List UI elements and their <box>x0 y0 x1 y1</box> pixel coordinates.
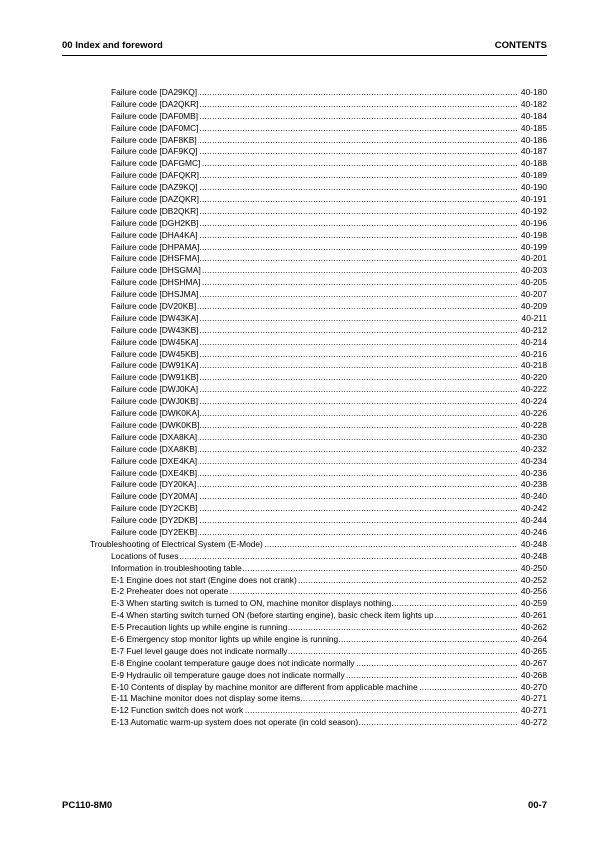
toc-entry-text: Failure code [DWK0KA] <box>111 408 200 419</box>
toc-entry-title <box>90 539 517 551</box>
toc-entry-page: 40-186 <box>520 134 547 145</box>
toc-entry-page: 40-196 <box>520 217 547 228</box>
toc-entry[interactable] <box>0 99 596 111</box>
toc-entry-text: Failure code [DA2QKR] <box>111 98 199 109</box>
toc-entry-title <box>111 384 517 396</box>
toc-entry-page: 40-270 <box>520 681 547 692</box>
toc-entry-title <box>111 313 517 325</box>
toc-entry[interactable] <box>0 456 596 468</box>
toc-entry-title <box>111 111 517 123</box>
toc-entry[interactable] <box>0 170 596 182</box>
toc-entry-page: 40-189 <box>520 170 547 181</box>
toc-entry-title <box>111 717 517 729</box>
toc-entry[interactable] <box>0 135 596 147</box>
toc-entry-title <box>111 206 517 218</box>
toc-entry-text: Failure code [DAF9KQ] <box>111 146 198 157</box>
toc-entry-title <box>111 503 517 515</box>
toc-entry-text: Failure code [DAFGMC] <box>111 158 201 169</box>
toc-entry[interactable] <box>0 515 596 527</box>
toc-entry[interactable] <box>0 289 596 301</box>
toc-entry-text: Failure code [DAZ9KQ] <box>111 182 198 193</box>
toc-entry-page: 40-267 <box>520 657 547 668</box>
toc-entry-text: Failure code [DWJ0KB] <box>111 396 199 407</box>
toc-entry-page: 40-218 <box>520 360 547 371</box>
toc-entry-text: Failure code [DA29KQ] <box>111 87 198 97</box>
toc-entry-page: 40-220 <box>520 372 547 383</box>
toc-entry[interactable] <box>0 634 596 646</box>
toc-entry-text: E-7 Fuel level gauge does not indicate normally <box>111 645 288 656</box>
toc-entry[interactable] <box>0 372 596 384</box>
toc-entry[interactable] <box>0 622 596 634</box>
toc-entry-title <box>111 551 517 563</box>
toc-entry[interactable] <box>0 242 596 254</box>
toc-entry-page: 40-203 <box>520 265 547 276</box>
toc-entry-text: Failure code [DXE4KA] <box>111 455 198 466</box>
toc-entry-page: 40-209 <box>520 301 547 312</box>
toc-entry-page: 40-228 <box>520 419 547 430</box>
toc-entry-text: Failure code [DXE4KB] <box>111 467 198 478</box>
toc-entry-title <box>111 170 517 182</box>
toc-entry[interactable] <box>0 563 596 575</box>
toc-entry-page: 40-230 <box>520 431 547 442</box>
toc-entry-text: Failure code [DAF8KB] <box>111 134 197 145</box>
toc-entry-title <box>111 491 517 503</box>
toc-entry-page: 40-185 <box>520 122 547 133</box>
toc-entry-title <box>111 563 517 575</box>
toc-entry-page: 40-262 <box>520 622 547 633</box>
toc-entry-text: Failure code [DW91KA] <box>111 360 199 371</box>
toc-entry[interactable] <box>0 670 596 682</box>
toc-entry[interactable] <box>0 349 596 361</box>
toc-entry-title <box>111 610 517 622</box>
toc-entry-title <box>111 87 517 99</box>
toc-entry-title <box>111 194 517 206</box>
section-title: 00 Index and foreword <box>62 40 163 51</box>
toc-entry-title <box>111 253 517 265</box>
toc-entry-text: Failure code [DHSFMA] <box>111 253 200 264</box>
toc-entry[interactable] <box>0 87 596 99</box>
toc-entry-text: E-1 Engine does not start (Engine does not crank) <box>111 574 297 585</box>
toc-entry-text: Failure code [DB2QKR] <box>111 205 199 216</box>
toc-entry-title <box>111 146 517 158</box>
toc-entry-text: E-12 Function switch does not work <box>111 705 244 716</box>
toc-entry-page: 40-256 <box>520 586 547 597</box>
toc-entry[interactable] <box>0 123 596 135</box>
toc-entry-page: 40-271 <box>520 705 547 716</box>
toc-entry-text: E-11 Machine monitor does not display some items <box>111 693 301 704</box>
toc-entry-text: Failure code [DAFQKR] <box>111 170 199 181</box>
toc-entry-title <box>111 135 517 147</box>
toc-entry-page: 40-211 <box>521 312 547 323</box>
toc-entry-page: 40-212 <box>520 324 547 335</box>
toc-entry-text: Information in troubleshooting table <box>111 562 242 573</box>
toc-entry[interactable] <box>0 705 596 717</box>
toc-entry-text: Failure code [DW45KB] <box>111 348 199 359</box>
toc-entry[interactable] <box>0 182 596 194</box>
toc-entry-title <box>111 670 517 682</box>
toc-entry-text: Failure code [DAF0MC] <box>111 122 199 133</box>
toc-entry-page: 40-226 <box>520 408 547 419</box>
toc-entry-title <box>111 622 517 634</box>
header-rule <box>62 55 547 56</box>
toc-entry[interactable] <box>0 432 596 444</box>
toc-entry-text: Failure code [DW91KB] <box>111 372 199 383</box>
toc-entry-title <box>111 337 517 349</box>
toc-entry[interactable] <box>0 479 596 491</box>
toc-entry-title <box>111 515 517 527</box>
toc-entry[interactable] <box>0 111 596 123</box>
toc-entry-page: 40-224 <box>520 396 547 407</box>
toc-entry[interactable] <box>0 408 596 420</box>
toc-entry-page: 40-184 <box>520 110 547 121</box>
toc-entry-text: Failure code [DY2DKB] <box>111 515 198 526</box>
toc-entry[interactable] <box>0 301 596 313</box>
toc-entry-text: Failure code [DHSHMA] <box>111 277 201 288</box>
toc-entry-text: Failure code [DV20KB] <box>111 301 197 312</box>
toc-entry[interactable] <box>0 527 596 539</box>
toc-entry-text: E-5 Precaution lights up while engine is running <box>111 622 288 633</box>
toc-entry[interactable] <box>0 693 596 705</box>
toc-entry-text: Failure code [DXA8KB] <box>111 443 198 454</box>
toc-entry-page: 40-265 <box>520 645 547 656</box>
toc-entry-page: 40-180 <box>520 87 547 97</box>
toc-entry-page: 40-182 <box>520 98 547 109</box>
toc-entry[interactable] <box>0 717 596 729</box>
toc-entry-title <box>111 158 517 170</box>
toc-entry-title <box>111 230 517 242</box>
toc-entry-title <box>111 586 517 598</box>
toc-entry-text: Failure code [DXA8KA] <box>111 431 198 442</box>
toc-entry-title <box>111 682 517 694</box>
toc-entry-title <box>111 420 517 432</box>
toc-entry-page: 40-234 <box>520 455 547 466</box>
toc-entry-title <box>111 396 517 408</box>
toc-entry-text: E-9 Hydraulic oil temperature gauge does not indicate normally <box>111 669 345 680</box>
toc-entry-text: E-10 Contents of display by machine monitor are different from applicable machine <box>111 681 418 692</box>
toc-entry-text: Failure code [DY2EKB] <box>111 526 198 537</box>
toc-entry[interactable] <box>0 575 596 587</box>
toc-entry-page: 40-187 <box>520 146 547 157</box>
toc-entry[interactable] <box>0 610 596 622</box>
toc-entry-title <box>111 242 517 254</box>
toc-entry-page: 40-238 <box>520 479 547 490</box>
toc-entry-page: 40-259 <box>520 598 547 609</box>
toc-entry-text: Failure code [DW45KA] <box>111 336 199 347</box>
toc-entry-page: 40-201 <box>520 253 547 264</box>
toc-entry-title <box>111 218 517 230</box>
toc-entry-page: 40-244 <box>520 515 547 526</box>
toc-entry[interactable] <box>0 539 596 551</box>
toc-entry[interactable] <box>0 230 596 242</box>
toc-entry-text: Failure code [DAZQKR] <box>111 194 199 205</box>
toc-entry-text: Failure code [DW43KB] <box>111 324 199 335</box>
toc-entry-title <box>111 372 517 384</box>
toc-entry-page: 40-216 <box>520 348 547 359</box>
toc-entry-title <box>111 301 517 313</box>
toc-entry-page: 40-232 <box>520 443 547 454</box>
toc-entry-page: 40-242 <box>520 503 547 514</box>
page-header <box>62 40 547 54</box>
toc-entry-title <box>111 598 517 610</box>
toc-entry[interactable] <box>0 218 596 230</box>
toc-entry[interactable] <box>0 658 596 670</box>
toc-entry-text: E-2 Preheater does not operate <box>111 586 229 597</box>
toc-entry-page: 40-236 <box>520 467 547 478</box>
toc-entry-text: E-13 Automatic warm-up system does not operate (in cold season) <box>111 717 359 728</box>
toc-entry[interactable] <box>0 277 596 289</box>
toc-entry[interactable] <box>0 206 596 218</box>
toc-entry-page: 40-205 <box>520 277 547 288</box>
toc-entry-page: 40-250 <box>520 562 547 573</box>
toc-entry-text: Failure code [DHSJMA] <box>111 289 199 300</box>
toc-entry-page: 40-246 <box>520 526 547 537</box>
toc-entry-title <box>111 123 517 135</box>
toc-entry-text: Failure code [DY2CKB] <box>111 503 198 514</box>
toc-entry-text: E-3 When starting switch is turned to ON, machine monitor displays nothing. <box>111 598 394 609</box>
toc-entry-title <box>111 658 517 670</box>
toc-entry[interactable] <box>0 503 596 515</box>
toc-entry-page: 40-248 <box>520 550 547 561</box>
toc-entry-title <box>111 693 517 705</box>
toc-entry-text: Troubleshooting of Electrical System (E-Mode) <box>90 538 263 549</box>
toc-entry[interactable] <box>0 444 596 456</box>
toc-entry-title <box>111 349 517 361</box>
toc-entry-text: Failure code [DHPAMA] <box>111 241 200 252</box>
toc-entry-title <box>111 182 517 194</box>
toc-entry-page: 40-240 <box>520 491 547 502</box>
toc-entry-title <box>111 468 517 480</box>
toc-entry[interactable] <box>0 646 596 658</box>
toc-entry-page: 40-191 <box>520 194 547 205</box>
toc-entry-title <box>111 277 517 289</box>
toc-entry-title <box>111 289 517 301</box>
toc-entry-page: 40-271 <box>520 693 547 704</box>
toc-entry-page: 40-248 <box>520 538 547 549</box>
toc-entry-title <box>111 705 517 717</box>
toc-entry-title <box>111 646 517 658</box>
toc-entry-page: 40-214 <box>520 336 547 347</box>
toc-entry-page: 40-199 <box>520 241 547 252</box>
toc-entry[interactable] <box>0 586 596 598</box>
toc-entry[interactable] <box>0 598 596 610</box>
toc-entry-page: 40-192 <box>520 205 547 216</box>
toc-entry-title <box>111 265 517 277</box>
toc-entry-page: 40-207 <box>520 289 547 300</box>
toc-entry[interactable] <box>0 360 596 372</box>
toc-entry-text: Failure code [DY20KA] <box>111 479 197 490</box>
toc-entry[interactable] <box>0 396 596 408</box>
table-of-contents <box>0 87 596 729</box>
toc-entry[interactable] <box>0 384 596 396</box>
toc-entry-text: Failure code [DY20MA] <box>111 491 198 502</box>
header-contents-label: CONTENTS <box>494 40 547 51</box>
toc-entry[interactable] <box>0 265 596 277</box>
toc-entry-page: 40-222 <box>520 384 547 395</box>
toc-entry-page: 40-272 <box>520 717 547 728</box>
page-footer <box>62 800 547 814</box>
toc-entry-text: Failure code [DGH2KB] <box>111 217 199 228</box>
toc-entry-page: 40-268 <box>520 669 547 680</box>
toc-entry-page: 40-198 <box>520 229 547 240</box>
toc-entry-text: Failure code [DW43KA] <box>111 312 199 323</box>
toc-entry-title <box>111 325 517 337</box>
toc-entry-text: E-6 Emergency stop monitor lights up while engine is running <box>111 633 339 644</box>
toc-entry-text: Failure code [DWJ0KA] <box>111 384 199 395</box>
toc-entry[interactable] <box>0 313 596 325</box>
toc-entry-title <box>111 360 517 372</box>
toc-entry-title <box>111 99 517 111</box>
toc-entry[interactable] <box>0 325 596 337</box>
toc-entry-text: Failure code [DWK0KB] <box>111 419 200 430</box>
toc-entry-page: 40-252 <box>520 574 547 585</box>
toc-entry[interactable] <box>0 194 596 206</box>
toc-entry-text: Failure code [DHSGMA] <box>111 265 201 276</box>
toc-entry[interactable] <box>0 253 596 265</box>
toc-entry[interactable] <box>0 420 596 432</box>
toc-entry[interactable] <box>0 468 596 480</box>
toc-entry-page: 40-264 <box>520 633 547 644</box>
toc-entry-text: Failure code [DAF0MB] <box>111 110 199 121</box>
page-number: 00-7 <box>527 800 547 811</box>
toc-entry[interactable] <box>0 491 596 503</box>
toc-entry-page: 40-261 <box>520 610 547 621</box>
toc-entry-title <box>111 444 517 456</box>
toc-entry[interactable] <box>0 337 596 349</box>
toc-entry[interactable] <box>0 146 596 158</box>
toc-entry-text: Failure code [DHA4KA] <box>111 229 198 240</box>
model-number: PC110-8M0 <box>62 800 113 811</box>
toc-entry-text: E-8 Engine coolant temperature gauge does not indicate normally <box>111 657 355 668</box>
toc-entry[interactable] <box>0 158 596 170</box>
toc-entry-page: 40-188 <box>520 158 547 169</box>
toc-entry[interactable] <box>0 551 596 563</box>
toc-entry-title <box>111 479 517 491</box>
toc-entry-text: E-4 When starting switch turned ON (before starting engine), basic check item lights up <box>111 610 434 621</box>
toc-entry-title <box>111 527 517 539</box>
toc-entry[interactable] <box>0 682 596 694</box>
toc-entry-text: Locations of fuses <box>111 550 179 561</box>
toc-entry-title <box>111 634 517 646</box>
toc-entry-title <box>111 432 517 444</box>
toc-entry-title <box>111 575 517 587</box>
toc-entry-title <box>111 408 517 420</box>
toc-entry-page: 40-190 <box>520 182 547 193</box>
toc-entry-title <box>111 456 517 468</box>
